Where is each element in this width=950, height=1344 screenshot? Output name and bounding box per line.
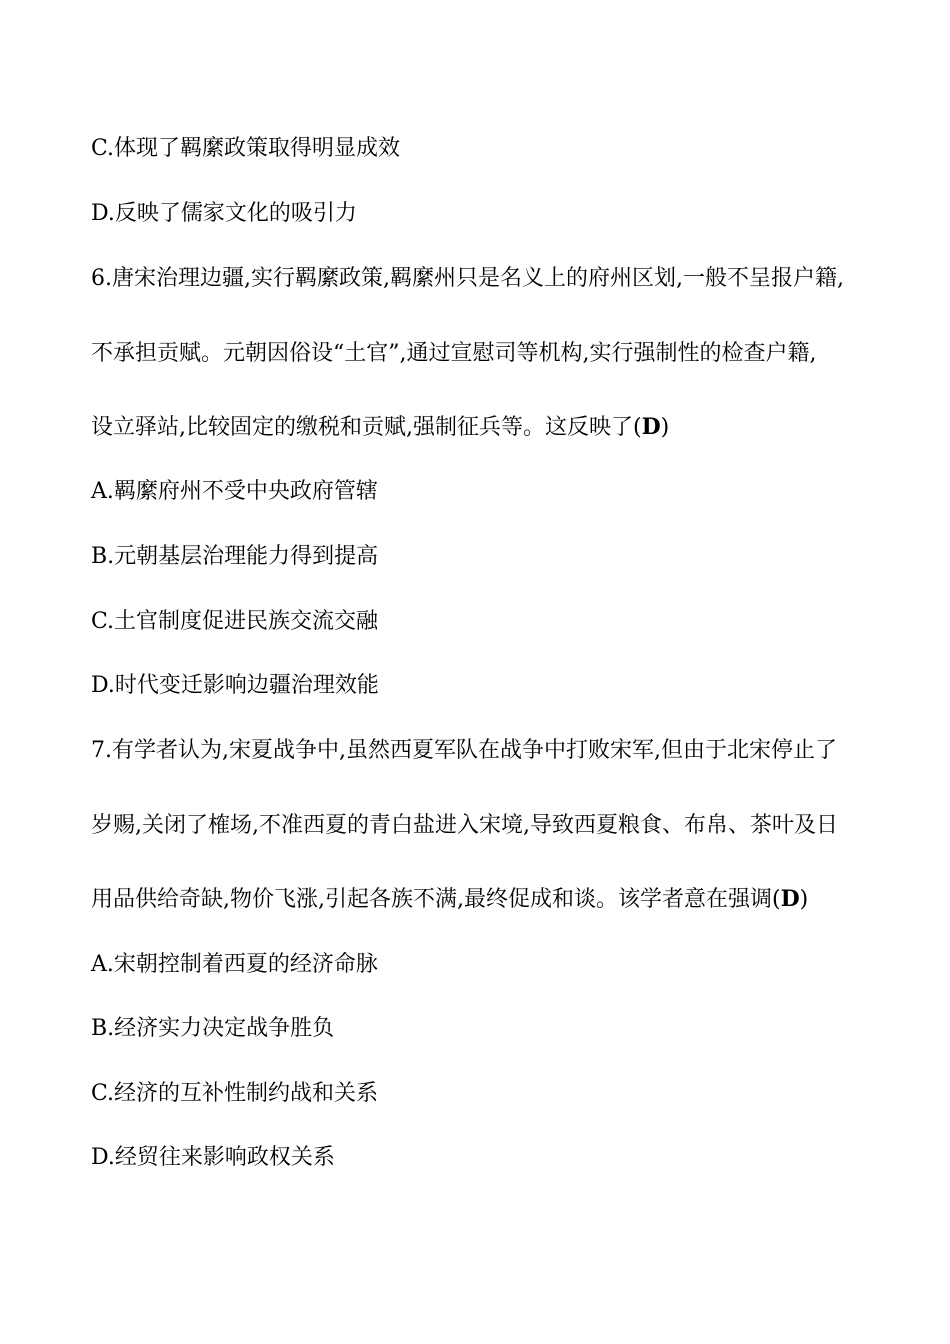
q7-stem-line-2: 岁赐,关闭了榷场,不准西夏的青白盐进入宋境,导致西夏粮食、布帛、茶叶及日	[91, 813, 838, 838]
q7-stem-line-1: 7.有学者认为,宋夏战争中,虽然西夏军队在战争中打败宋军,但由于北宋停止了	[91, 738, 837, 763]
q6-option-c: C.土官制度促进民族交流交融	[91, 609, 379, 634]
q6-answer: D	[641, 414, 661, 440]
q7-close-paren: )	[799, 887, 809, 912]
q6-option-a: A.羁縻府州不受中央政府管辖	[91, 479, 378, 504]
q6-option-b: B.元朝基层治理能力得到提高	[91, 544, 379, 569]
q7-option-d: D.经贸往来影响政权关系	[91, 1145, 335, 1170]
q6-stem-text: 设立驿站,比较固定的缴税和贡赋,强制征兵等。这反映了(	[91, 415, 642, 440]
q6-stem-line-2: 不承担贡赋。元朝因俗设“土官”,通过宣慰司等机构,实行强制性的检查户籍,	[91, 341, 817, 366]
q7-answer: D	[780, 886, 800, 912]
q6-stem-line-1: 6.唐宋治理边疆,实行羁縻政策,羁縻州只是名义上的府州区划,一般不呈报户籍,	[91, 266, 844, 291]
q7-option-a: A.宋朝控制着西夏的经济命脉	[91, 952, 378, 977]
q7-stem-line-3	[91, 884, 871, 915]
q7-option-b: B.经济实力决定战争胜负	[91, 1016, 335, 1041]
q6-stem-line-3	[91, 412, 871, 443]
q6-close-paren: )	[660, 415, 670, 440]
prev-option-d: D.反映了儒家文化的吸引力	[91, 201, 357, 226]
q7-stem-text: 用品供给奇缺,物价飞涨,引起各族不满,最终促成和谈。该学者意在强调(	[91, 887, 781, 912]
q7-option-c: C.经济的互补性制约战和关系	[91, 1081, 379, 1106]
q6-option-d: D.时代变迁影响边疆治理效能	[91, 673, 379, 698]
prev-option-c: C.体现了羁縻政策取得明显成效	[91, 136, 401, 161]
